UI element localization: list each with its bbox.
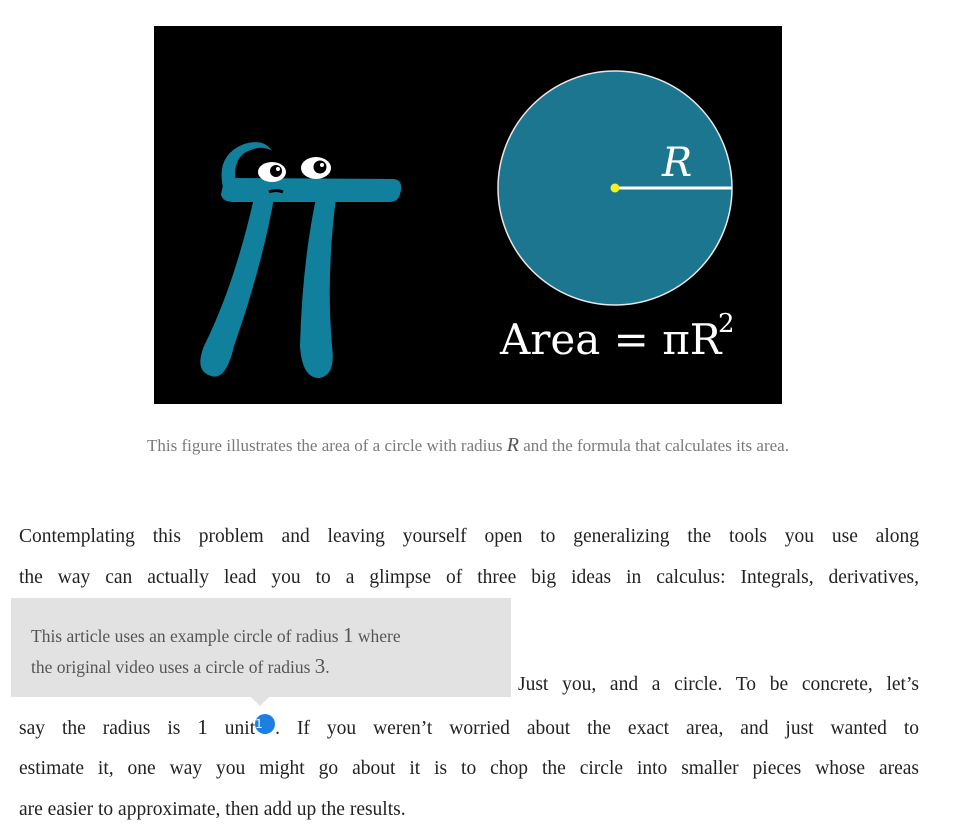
line4-unit: unit <box>207 718 256 739</box>
figure-image <box>154 26 782 404</box>
footnote-text <box>31 620 501 682</box>
footnote-text-c: the original video uses a circle of radius <box>31 657 315 677</box>
caption-text: This figure illustrates the area of a circle with radius <box>147 436 507 455</box>
footnote-text-b: where <box>353 626 401 646</box>
footnote-badge[interactable]: 1 <box>255 714 275 734</box>
paragraph-line-2: the way can actually lead you to a glimpse of three big ideas in calculus: Integrals, derivatives, <box>19 567 919 588</box>
paragraph-line-4 <box>19 707 919 749</box>
paragraph-line-5: estimate it, one way you might go about it is to chop the circle into smaller pieces whose areas <box>19 758 919 779</box>
footnote-text-a: This article uses an example circle of radius <box>31 626 343 646</box>
footnote-num-a: 1 <box>342 623 354 647</box>
footnote-num-b: 3 <box>314 654 326 678</box>
line4-text: say the radius is <box>19 718 198 739</box>
paragraph-line-6: are easier to approximate, then add up the results. <box>19 799 406 820</box>
radius-label: R <box>662 140 693 186</box>
paragraph-line-1: Contemplating this problem and leaving yourself open to generalizing the tools you use along <box>19 526 919 547</box>
area-formula-exponent: 2 <box>718 309 735 339</box>
pi-creature <box>200 142 401 378</box>
paragraph-line-3: Just you, and a circle. To be concrete, let’s <box>518 674 919 695</box>
line4-number: 1 <box>197 715 208 739</box>
footnote-tooltip <box>11 598 511 697</box>
tooltip-arrow <box>251 697 269 706</box>
line4-text-end: . If you weren’t worried about the exact area, and just wanted to <box>275 718 919 739</box>
figure-caption <box>0 434 936 457</box>
caption-variable: R <box>506 434 519 456</box>
center-dot <box>611 184 620 193</box>
footnote-text-d: . <box>325 657 330 677</box>
caption-text-end: and the formula that calculates its area. <box>518 436 789 455</box>
area-formula: Area = πR <box>500 315 722 364</box>
